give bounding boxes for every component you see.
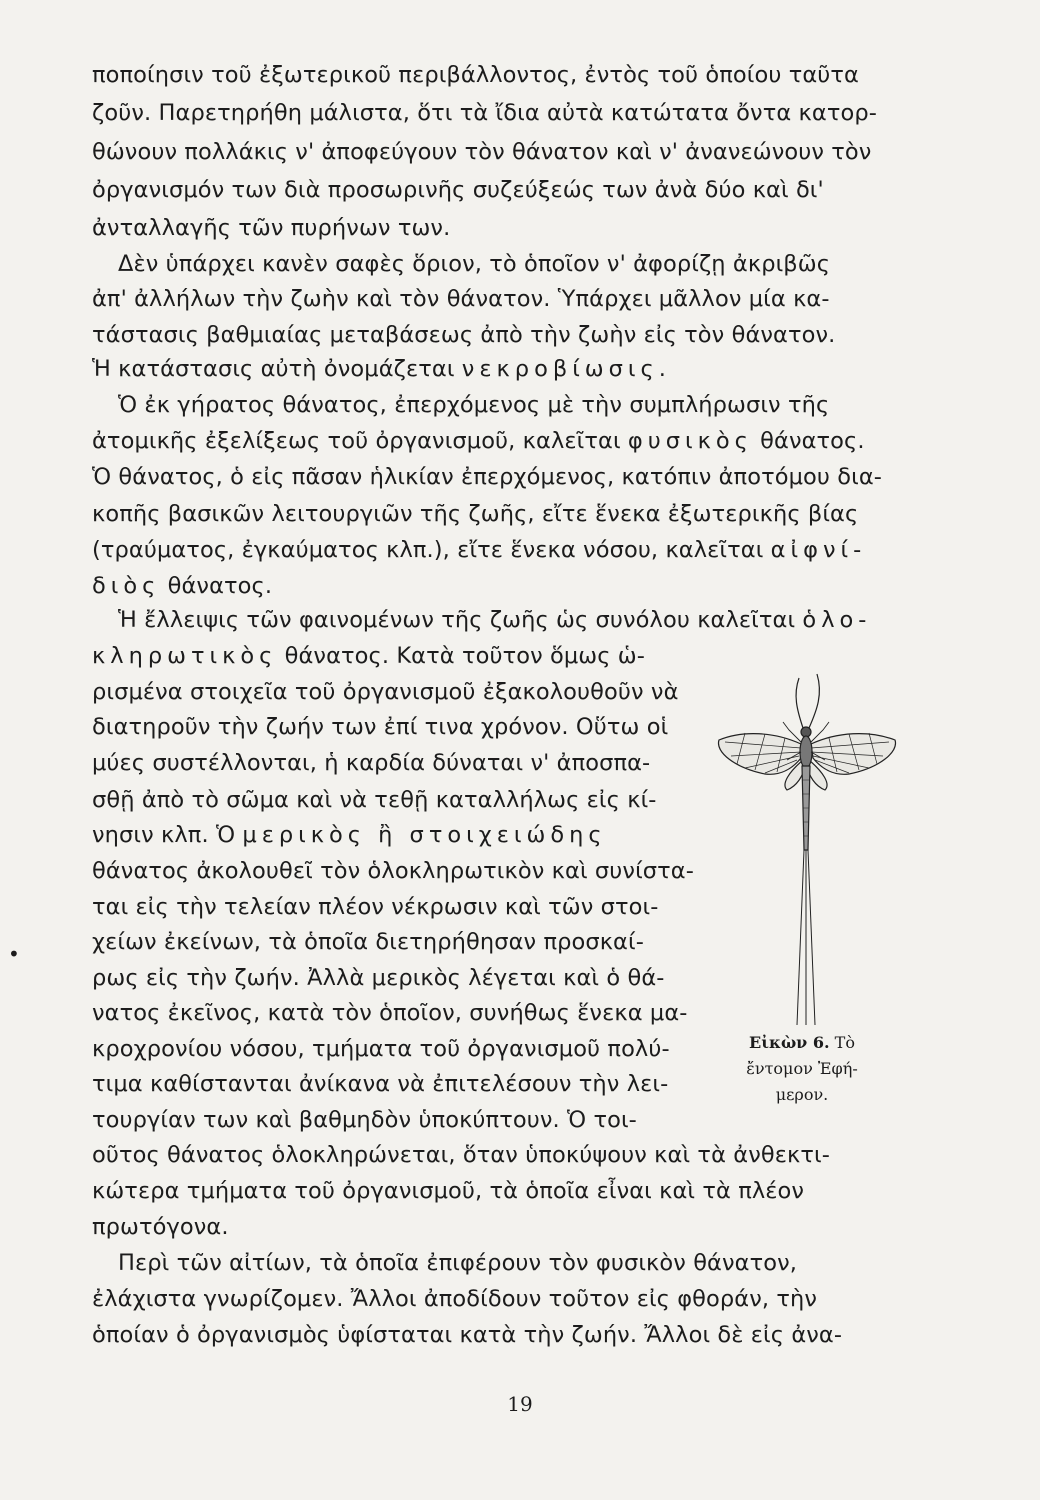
- text-line: [92, 457, 882, 497]
- text-line: [92, 132, 871, 172]
- text-segment: θάνατος.: [160, 573, 273, 599]
- text-segment: νησιν κλπ. Ὁ: [92, 822, 243, 848]
- text-segment: Ἡ κατάστασις αὐτὴ ὀνομάζεται: [92, 356, 462, 382]
- text-segment: (τραύματος, ἐγκαύματος κλπ.), εἴτε ἕνεκα νόσου, καλεῖται: [92, 537, 771, 563]
- text-line: [92, 494, 858, 534]
- text-line: [92, 421, 865, 461]
- text-segment: κοπῆς βασικῶν λειτουργιῶν τῆς ζωῆς, εἴτε ἕνεκα ἐξωτερικῆς βίας: [92, 501, 859, 527]
- figure-label: Εἰκὼν 6.: [749, 1033, 830, 1052]
- mayfly-illustration: [705, 660, 915, 1030]
- emphasized-term: κληρωτικὸς: [92, 643, 278, 669]
- text-line: [92, 170, 824, 210]
- text-segment: τουργίαν των καὶ βαθμηδὸν ὑποκύπτουν. Ὁ τοι-: [92, 1107, 637, 1133]
- text-line: [92, 922, 644, 962]
- text-segment: θώνουν πολλάκις ν' ἀποφεύγουν τὸν θάνατον καὶ ν' ἀνανεώνουν τὸν: [92, 139, 872, 165]
- emphasized-term: ὁλο-: [802, 607, 872, 633]
- text-segment: χείων ἐκείνων, τὰ ὁποῖα διετηρήθησαν προσκαί-: [92, 929, 644, 955]
- text-line: [92, 1064, 668, 1104]
- figure-caption-line3: μερον.: [775, 1085, 829, 1104]
- text-segment: ὀργανισμόν των διὰ προσωρινῆς συζεύξεώς των ἀνὰ δύο καὶ δι': [92, 177, 824, 203]
- text-segment: ὁποίαν ὁ ὀργανισμὸς ὑφίσταται κατὰ τὴν ζωήν. Ἄλλοι δὲ εἰς ἀνα-: [92, 1322, 843, 1348]
- text-segment: ἀνταλλαγῆς τῶν πυρήνων των.: [92, 215, 451, 241]
- emphasized-term: νεκροβίωσις: [461, 356, 659, 382]
- figure-caption-line1: Τὸ: [834, 1033, 855, 1052]
- text-segment: ἀτομικῆς ἐξελίξεως τοῦ ὀργανισμοῦ, καλεῖται: [92, 428, 628, 454]
- text-line: [92, 1279, 817, 1319]
- figure-caption-line2: ἔντομον Ἐφή-: [746, 1059, 858, 1078]
- text-segment: θάνατος ἀκολουθεῖ τὸν ὁλοκληρωτικὸν καὶ συνίστα-: [92, 858, 694, 884]
- text-line: [92, 780, 657, 820]
- text-segment: κώτερα τμήματα τοῦ ὀργανισμοῦ, τὰ ὁποῖα εἶναι καὶ τὰ πλέον: [92, 1178, 805, 1204]
- text-line: [92, 1100, 637, 1140]
- text-segment: Ὁ ἐκ γήρατος θάνατος, ἐπερχόμενος μὲ τὴν συμπλήρωσιν τῆς: [118, 392, 830, 418]
- margin-mark: •: [8, 942, 20, 966]
- text-segment: διατηροῦν τὴν ζωήν των ἐπί τινα χρόνον. Οὕτω οἱ: [92, 714, 669, 740]
- text-segment: ἐλάχιστα γνωρίζομεν. Ἄλλοι ἀποδίδουν τοῦτον εἰς φθοράν, τὴν: [92, 1286, 818, 1312]
- text-line: [92, 349, 666, 389]
- text-line: [92, 815, 607, 855]
- text-line: [92, 672, 679, 712]
- emphasized-term: αἰφνί-: [770, 537, 867, 563]
- text-line: [92, 1207, 229, 1247]
- text-line: [92, 1171, 804, 1211]
- text-line: [118, 1243, 797, 1283]
- text-segment: ποποίησιν τοῦ ἐξωτερικοῦ περιβάλλοντος, ἐντὸς τοῦ ὁποίου ταῦτα: [92, 62, 859, 88]
- text-segment: οῦτος θάνατος ὁλοκληρώνεται, ὅταν ὑποκύψουν καὶ τὰ ἀνθεκτι-: [92, 1142, 830, 1168]
- text-line: [92, 851, 694, 891]
- text-line: [92, 958, 665, 998]
- text-segment: μύες συστέλλονται, ἡ καρδία δύναται ν' ἀποσπα-: [92, 750, 651, 776]
- text-line: [92, 530, 866, 570]
- text-segment: ρισμένα στοιχεῖα τοῦ ὀργανισμοῦ ἐξακολουθοῦν νὰ: [92, 679, 679, 705]
- emphasized-term: διὸς: [92, 573, 161, 599]
- text-line: [92, 1315, 842, 1355]
- text-segment: νατος ἐκεῖνος, κατὰ τὸν ὁποῖον, συνήθως ἕνεκα μα-: [92, 1000, 688, 1026]
- text-segment: σθῇ ἀπὸ τὸ σῶμα καὶ νὰ τεθῇ καταλλήλως εἰς κί-: [92, 787, 657, 813]
- text-line: [92, 208, 450, 248]
- text-segment: τάστασις βαθμιαίας μεταβάσεως ἀπὸ τὴν ζωὴν εἰς τὸν θάνατον.: [92, 322, 836, 348]
- figure-caption: [732, 1030, 872, 1108]
- text-segment: τιμα καθίστανται ἀνίκανα νὰ ἐπιτελέσουν τὴν λει-: [92, 1071, 669, 1097]
- text-line: [92, 743, 650, 783]
- text-line: [118, 244, 830, 284]
- text-segment: θάνατος. Κατὰ τοῦτον ὅμως ὡ-: [277, 643, 645, 669]
- text-line: [92, 707, 668, 747]
- emphasized-term: μερικὸς ἢ στοιχειώδης: [242, 822, 607, 848]
- text-segment: θάνατος.: [752, 428, 865, 454]
- text-segment: πρωτόγονα.: [92, 1214, 229, 1240]
- text-line: [92, 1135, 830, 1175]
- page-number: 19: [507, 1392, 533, 1416]
- text-segment: Ὁ θάνατος, ὁ εἰς πᾶσαν ἡλικίαν ἐπερχόμενος, κατόπιν ἀποτόμου δια-: [92, 464, 882, 490]
- text-line: [118, 385, 829, 425]
- text-segment: Ἡ ἔλλειψις τῶν φαινομένων τῆς ζωῆς ὡς συνόλου καλεῖται: [118, 607, 803, 633]
- text-line: [92, 993, 687, 1033]
- text-segment: ρως εἰς τὴν ζωήν. Ἀλλὰ μερικὸς λέγεται καὶ ὁ θά-: [92, 965, 665, 991]
- emphasized-term: φυσικὸς: [627, 428, 753, 454]
- text-segment: Περὶ τῶν αἰτίων, τὰ ὁποῖα ἐπιφέρουν τὸν φυσικὸν θάνατον,: [118, 1250, 798, 1276]
- text-segment: ζοῦν. Παρετηρήθη μάλιστα, ὅτι τὰ ἴδια αὐτὰ κατώτατα ὄντα κατορ-: [92, 100, 877, 126]
- text-line: [92, 636, 645, 676]
- text-segment: ται εἰς τὴν τελείαν πλέον νέκρωσιν καὶ τῶν στοι-: [92, 894, 659, 920]
- text-line: [92, 55, 859, 95]
- text-segment: .: [658, 356, 666, 382]
- text-line: [92, 887, 658, 927]
- text-segment: ἀπ' ἀλλήλων τὴν ζωὴν καὶ τὸν θάνατον. Ὑπάρχει μᾶλλον μία κα-: [92, 286, 830, 312]
- text-line: [92, 1029, 670, 1069]
- text-line: [92, 93, 877, 133]
- text-line: [92, 279, 830, 319]
- text-segment: κροχρονίου νόσου, τμήματα τοῦ ὀργανισμοῦ πολύ-: [92, 1036, 670, 1062]
- text-line: [118, 600, 871, 640]
- text-segment: Δὲν ὑπάρχει κανὲν σαφὲς ὅριον, τὸ ὁποῖον ν' ἀφορίζῃ ἀκριβῶς: [118, 251, 831, 277]
